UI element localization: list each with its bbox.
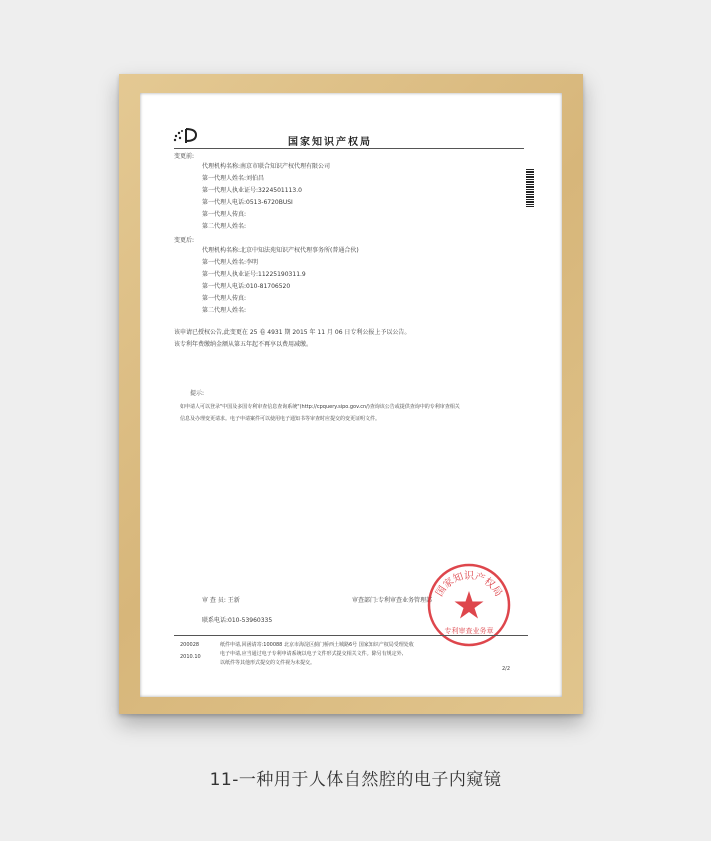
barcode-icon: [526, 169, 534, 207]
before-line-5: 第一代理人传真:: [202, 211, 247, 218]
footer-line-1: 纸件申请,回函请寄:100088 北京市海淀区蓟门桥西土城路6号 国家知识产权局受理处收: [220, 642, 414, 648]
header-divider: [174, 148, 524, 149]
sipo-logo-icon: [170, 127, 200, 145]
contact-phone-label: 联系电话:: [202, 617, 229, 624]
footer-line-3: 以纸件等其他形式提交的文件视为未提交。: [220, 660, 316, 666]
tips-line-1: 如申请人可以登录"中国及多国专利审查信息查询系统"(http://cpquery.sipo.gov.cn/)查询该公告或提供查询中的专利审查相关: [180, 404, 460, 410]
seal-bottom-text: 专利审查业务章: [444, 627, 494, 635]
exam-office: [352, 597, 432, 605]
exam-office-label: 审查部门:: [352, 597, 379, 604]
before-line-1: 代理机构名称:南京市联合知识产权代理有限公司: [202, 163, 331, 170]
office-title: 国家知识产权局: [288, 137, 372, 148]
after-change-label: 变更后:: [174, 237, 195, 244]
notice-line-1: 该申请已授权公告,此变更在 25 卷 4931 期 2015 年 11 月 06 日专利公报上予以公告。: [174, 329, 411, 336]
caption-title: 11-一种用于人体自然腔的电子内窥镜: [209, 770, 502, 790]
certificate-page: [140, 93, 562, 697]
seal-top-text: 国家知识产权局: [434, 571, 504, 599]
examiner-name: 王新: [227, 597, 240, 604]
page-number: 2/2: [502, 666, 511, 672]
examiner-label: [202, 597, 240, 605]
footer-divider: [174, 635, 528, 636]
notice-line-2: 该专利年费缴纳金额从第五年起不再享以费用减缴。: [174, 341, 313, 348]
before-line-4: 第一代理人电话:0513-6720BUSI: [202, 199, 293, 206]
before-change-label: 变更前:: [174, 153, 195, 160]
certificate-document: [140, 93, 562, 697]
footer-date: 2010.10: [180, 654, 201, 660]
exam-office-value: 专利审查业务管理部: [378, 597, 433, 604]
tips-label: 提示:: [190, 390, 205, 397]
footer-code: 200028: [180, 642, 200, 648]
footer-line-2: 电子申请,应当通过电子专利申请系统以电子文件形式提交相关文件。除另有规定外,: [220, 651, 404, 657]
examiner-dept-label: 审 查 员:: [202, 597, 228, 604]
before-line-2: 第一代理人姓名:刘伯昌: [202, 175, 265, 182]
tips-line-2: 信息及办理变更请求。电子申请案件可以使用电子通知书等审查时应提交的变更证明文件。: [180, 416, 381, 422]
after-line-2: 第一代理人姓名:李明: [202, 259, 259, 266]
after-line-4: 第一代理人电话:010-81706520: [202, 283, 291, 290]
after-line-5: 第一代理人传真:: [202, 295, 247, 302]
before-line-3: 第一代理人执业证号:3224501113.0: [202, 187, 302, 194]
picture-frame: [119, 74, 583, 714]
contact-phone-value: 010-53960335: [228, 617, 273, 624]
after-line-6: 第二代理人姓名:: [202, 307, 247, 314]
before-line-6: 第二代理人姓名:: [202, 223, 247, 230]
contact-phone: [202, 617, 272, 625]
after-line-3: 第一代理人执业证号:11225190311.9: [202, 271, 306, 278]
after-line-1: 代理机构名称:北京中知法苑知识产权代理事务所(普通合伙): [202, 247, 359, 254]
